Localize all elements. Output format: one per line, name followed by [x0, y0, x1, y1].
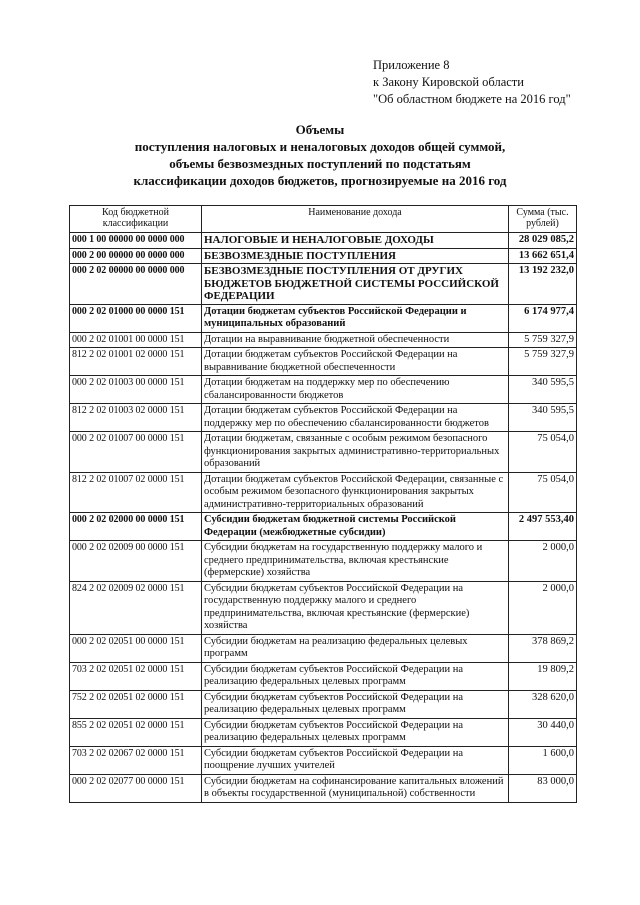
row-code: 000 1 00 00000 00 0000 000	[70, 233, 202, 249]
table-row	[70, 513, 577, 541]
row-name: Дотации на выравнивание бюджетной обеспеченности	[202, 332, 509, 348]
row-amount: 13 662 651,4	[509, 248, 577, 264]
row-code: 000 2 02 01001 00 0000 151	[70, 332, 202, 348]
appendix-line-1: Приложение 8	[373, 58, 450, 72]
row-name: Дотации бюджетам субъектов Российской Федерации, связанные с особым режимом безопасного функционирования закрытых административно-территориальных образований	[202, 472, 509, 513]
table-row	[70, 332, 577, 348]
row-amount: 19 809,2	[509, 662, 577, 690]
title-line-2: поступления налоговых и неналоговых доходов общей суммой,	[134, 139, 506, 154]
row-name: Субсидии бюджетам на софинансирование капитальных вложений в объекты государственной (муниципальной) собственности	[202, 774, 509, 802]
appendix-line-3: "Об областном бюджете на 2016 год"	[373, 92, 571, 106]
table-row	[70, 264, 577, 305]
table-row	[70, 304, 577, 332]
table-row	[70, 634, 577, 662]
row-name: БЕЗВОЗМЕЗДНЫЕ ПОСТУПЛЕНИЯ ОТ ДРУГИХ БЮДЖЕТОВ БЮДЖЕТНОЙ СИСТЕМЫ РОССИЙСКОЙ ФЕДЕРАЦИИ	[202, 264, 509, 305]
row-name: Дотации бюджетам на поддержку мер по обеспечению сбалансированности бюджетов	[202, 376, 509, 404]
table-row	[70, 376, 577, 404]
row-name: Дотации бюджетам, связанные с особым режимом безопасного функционирования закрытых административно-территориальных образований	[202, 432, 509, 473]
row-name: БЕЗВОЗМЕЗДНЫЕ ПОСТУПЛЕНИЯ	[202, 248, 509, 264]
row-code: 812 2 02 01003 02 0000 151	[70, 404, 202, 432]
row-code: 000 2 00 00000 00 0000 000	[70, 248, 202, 264]
row-amount: 75 054,0	[509, 432, 577, 473]
table-header-row	[70, 206, 577, 233]
row-amount: 2 497 553,40	[509, 513, 577, 541]
row-amount: 5 759 327,9	[509, 348, 577, 376]
table-row	[70, 432, 577, 473]
row-name: Дотации бюджетам субъектов Российской Федерации на поддержку мер по обеспечению сбалансированности бюджетов	[202, 404, 509, 432]
header-name: Наименование дохода	[202, 206, 509, 233]
row-amount: 83 000,0	[509, 774, 577, 802]
table-row	[70, 581, 577, 634]
row-name: Субсидии бюджетам субъектов Российской Федерации на поощрение лучших учителей	[202, 746, 509, 774]
row-name: Субсидии бюджетам на реализацию федеральных целевых программ	[202, 634, 509, 662]
row-amount: 1 600,0	[509, 746, 577, 774]
row-amount: 378 869,2	[509, 634, 577, 662]
row-code: 000 2 02 00000 00 0000 000	[70, 264, 202, 305]
row-code: 812 2 02 01007 02 0000 151	[70, 472, 202, 513]
row-code: 000 2 02 02000 00 0000 151	[70, 513, 202, 541]
row-amount: 28 029 085,2	[509, 233, 577, 249]
row-code: 855 2 02 02051 02 0000 151	[70, 718, 202, 746]
row-name: Дотации бюджетам субъектов Российской Федерации на выравнивание бюджетной обеспеченности	[202, 348, 509, 376]
title-line-1: Объемы	[295, 122, 345, 137]
table-row	[70, 774, 577, 802]
table-row	[70, 690, 577, 718]
row-name: Субсидии бюджетам на государственную поддержку малого и среднего предпринимательства, включая крестьянские (фермерские) хозяйства	[202, 541, 509, 582]
row-amount: 340 595,5	[509, 376, 577, 404]
row-code: 000 2 02 02077 00 0000 151	[70, 774, 202, 802]
row-amount: 75 054,0	[509, 472, 577, 513]
row-name: Субсидии бюджетам субъектов Российской Федерации на реализацию федеральных целевых программ	[202, 662, 509, 690]
row-code: 703 2 02 02067 02 0000 151	[70, 746, 202, 774]
row-amount: 2 000,0	[509, 541, 577, 582]
row-name: Субсидии бюджетам бюджетной системы Российской Федерации (межбюджетные субсидии)	[202, 513, 509, 541]
table-row	[70, 746, 577, 774]
row-code: 000 2 02 02009 00 0000 151	[70, 541, 202, 582]
table-row	[70, 718, 577, 746]
table-row	[70, 472, 577, 513]
row-amount: 30 440,0	[509, 718, 577, 746]
header-code: Код бюджетной классификации	[70, 206, 202, 233]
row-name: Субсидии бюджетам субъектов Российской Федерации на реализацию федеральных целевых программ	[202, 718, 509, 746]
title-line-3: объемы безвозмездных поступлений по подстатьям	[169, 156, 471, 171]
row-code: 703 2 02 02051 02 0000 151	[70, 662, 202, 690]
row-name: НАЛОГОВЫЕ И НЕНАЛОГОВЫЕ ДОХОДЫ	[202, 233, 509, 249]
table-row	[70, 248, 577, 264]
row-amount: 6 174 977,4	[509, 304, 577, 332]
row-name: Субсидии бюджетам субъектов Российской Федерации на государственную поддержку малого и среднего предпринимательства, включая крестьянские (фермерские) хозяйства	[202, 581, 509, 634]
row-code: 000 2 02 01007 00 0000 151	[70, 432, 202, 473]
row-code: 000 2 02 02051 00 0000 151	[70, 634, 202, 662]
row-code: 812 2 02 01001 02 0000 151	[70, 348, 202, 376]
row-code: 000 2 02 01003 00 0000 151	[70, 376, 202, 404]
table-row	[70, 233, 577, 249]
revenue-table	[69, 205, 577, 803]
table-row	[70, 662, 577, 690]
row-name: Субсидии бюджетам субъектов Российской Федерации на реализацию федеральных целевых программ	[202, 690, 509, 718]
row-amount: 328 620,0	[509, 690, 577, 718]
title-line-4: классификации доходов бюджетов, прогнозируемые на 2016 год	[133, 173, 507, 188]
row-name: Дотации бюджетам субъектов Российской Федерации и муниципальных образований	[202, 304, 509, 332]
table-row	[70, 404, 577, 432]
row-amount: 2 000,0	[509, 581, 577, 634]
document-title	[70, 121, 570, 189]
row-code: 824 2 02 02009 02 0000 151	[70, 581, 202, 634]
appendix-line-2: к Закону Кировской области	[373, 75, 524, 89]
row-code: 000 2 02 01000 00 0000 151	[70, 304, 202, 332]
row-amount: 340 595,5	[509, 404, 577, 432]
row-code: 752 2 02 02051 02 0000 151	[70, 690, 202, 718]
row-amount: 13 192 232,0	[509, 264, 577, 305]
table-row	[70, 541, 577, 582]
appendix-header	[373, 57, 571, 108]
row-amount: 5 759 327,9	[509, 332, 577, 348]
table-row	[70, 348, 577, 376]
header-amount: Сумма (тыс. рублей)	[509, 206, 577, 233]
